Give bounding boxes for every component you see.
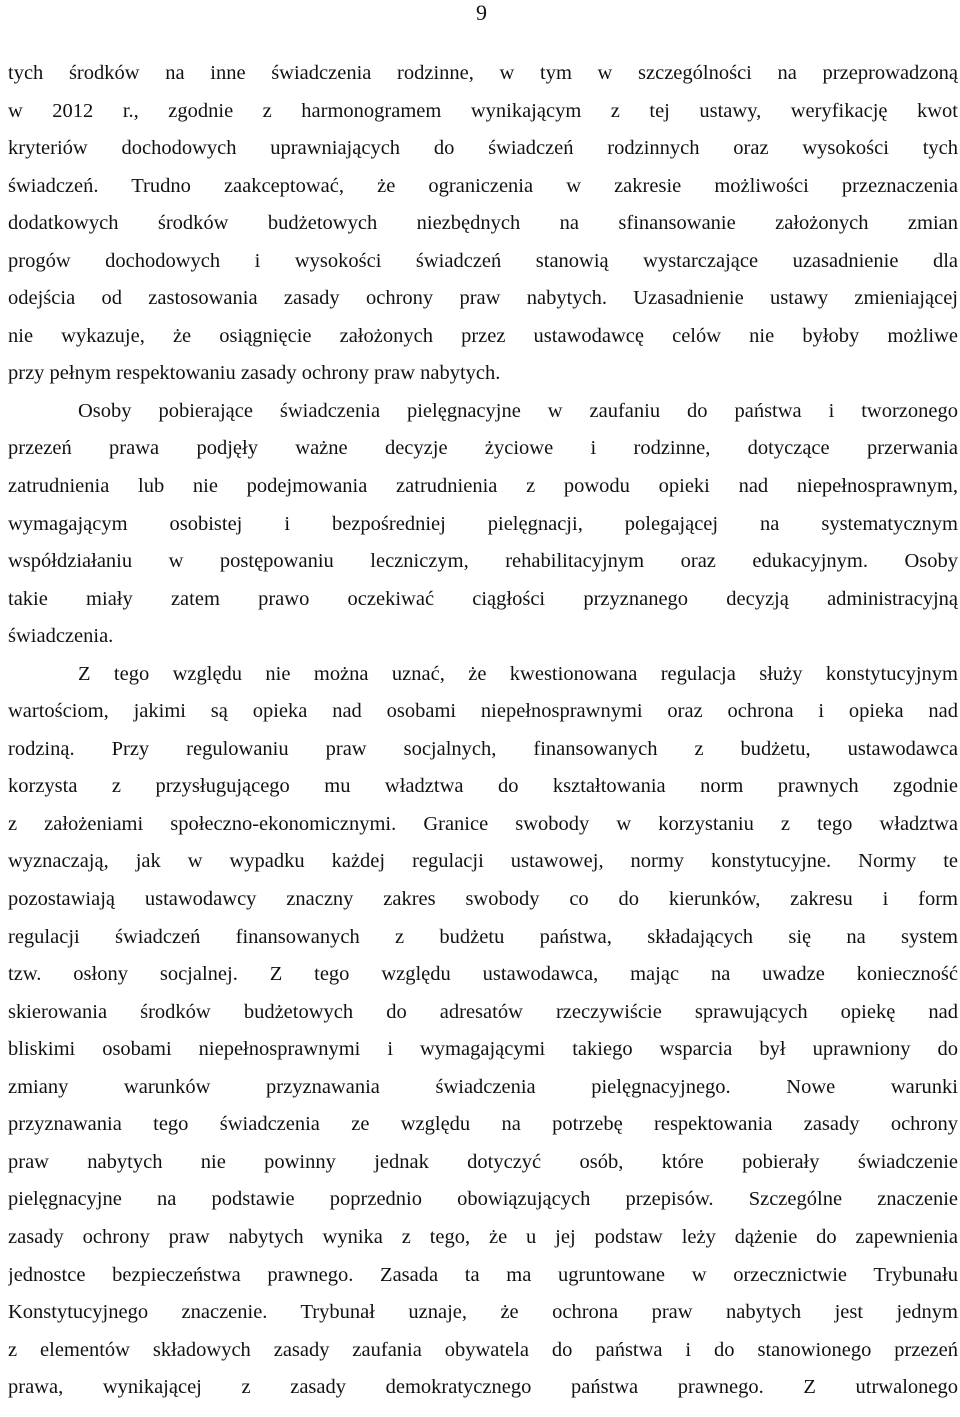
text-line: pozostawiają ustawodawcy znaczny zakres swobody co do kierunków, zakresu i form [8,888,958,911]
text-line: dodatkowych środków budżetowych niezbędnych na sfinansowanie założonych zmian [8,212,958,235]
text-line: świadczeń. Trudno zaakceptować, że ograniczenia w zakresie możliwości przeznaczenia [8,174,958,197]
text-line: wymagającym osobistej i bezpośredniej pielęgnacji, polegającej na systematycznym [8,512,958,535]
text-line: zmiany warunków przyznawania świadczenia pielęgnacyjnego. Nowe warunki [8,1075,958,1098]
text-line: świadczenia. [8,625,114,648]
text-line: przy pełnym respektowaniu zasady ochrony praw nabytych. [8,362,501,385]
text-line: nie wykazuje, że osiągnięcie założonych przez ustawodawcę celów nie byłoby możliwe [8,324,958,347]
text-line: Konstytucyjnego znaczenie. Trybunał uznaje, że ochrona praw nabytych jest jednym [8,1301,958,1324]
text-line: pielęgnacyjne na podstawie poprzednio obowiązujących przepisów. Szczególne znaczenie [8,1188,958,1211]
text-line: tzw. osłony socjalnej. Z tego względu ustawodawca, mając na uwadze konieczność [8,963,958,986]
text-line: Z tego względu nie można uznać, że kwestionowana regulacja służy konstytucyjnym [78,662,958,685]
text-line: regulacji świadczeń finansowanych z budżetu państwa, składających się na system [8,925,958,948]
text-line: przezeń prawa podjęły ważne decyzje życiowe i rodzinne, dotyczące przerwania [8,437,958,460]
text-line: zatrudnienia lub nie podejmowania zatrudnienia z powodu opieki nad niepełnosprawnym, [8,475,958,498]
text-line: rodziną. Przy regulowaniu praw socjalnych, finansowanych z budżetu, ustawodawca [8,737,958,760]
document-body [8,55,958,1407]
text-line: prawa, wynikającej z zasady demokratycznego państwa prawnego. Z utrwalonego [8,1376,958,1399]
text-line: z elementów składowych zasady zaufania obywatela do państwa i do stanowionego przezeń [8,1338,958,1361]
text-line: praw nabytych nie powinny jednak dotyczyć osób, które pobierały świadczenie [8,1150,958,1173]
text-line: w 2012 r., zgodnie z harmonogramem wynikającym z tej ustawy, weryfikację kwot [8,99,958,122]
paragraph-2 [8,393,958,656]
text-line: jednostce bezpieczeństwa prawnego. Zasada ta ma ugruntowane w orzecznictwie Trybunału [8,1263,958,1286]
text-line: przyznawania tego świadczenia ze względu na potrzebę respektowania zasady ochrony [8,1113,958,1136]
text-line: kryteriów dochodowych uprawniających do świadczeń rodzinnych oraz wysokości tych [8,137,958,160]
paragraph-1 [8,55,958,393]
text-line: bliskimi osobami niepełnosprawnymi i wymagającymi takiego wsparcia był uprawniony do [8,1038,958,1061]
paragraph-3 [8,656,958,1407]
text-line: takie miały zatem prawo oczekiwać ciągłości przyznanego decyzją administracyjną [8,587,958,610]
text-line: z założeniami społeczno-ekonomicznymi. Granice swobody w korzystaniu z tego władztwa [8,812,958,835]
text-line: odejścia od zastosowania zasady ochrony praw nabytych. Uzasadnienie ustawy zmieniającej [8,287,958,310]
text-line: Osoby pobierające świadczenia pielęgnacyjne w zaufaniu do państwa i tworzonego [78,399,958,422]
text-line: współdziałaniu w postępowaniu leczniczym, rehabilitacyjnym oraz edukacyjnym. Osoby [8,550,958,573]
text-line: wartościom, jakimi są opieka nad osobami niepełnosprawnymi oraz ochrona i opieka nad [8,700,958,723]
text-line: wyznaczają, jak w wypadku każdej regulacji ustawowej, normy konstytucyjne. Normy te [8,850,958,873]
text-line: progów dochodowych i wysokości świadczeń stanowią wystarczające uzasadnienie dla [8,249,958,272]
text-line: tych środków na inne świadczenia rodzinne, w tym w szczególności na przeprowadzoną [8,62,958,84]
text-line: skierowania środków budżetowych do adresatów rzeczywiście sprawujących opiekę nad [8,1000,958,1023]
page-number: 9 [476,0,487,25]
text-line: zasady ochrony praw nabytych wynika z tego, że u jej podstaw leży dążenie do zapewnienia [8,1225,958,1248]
text-line: korzysta z przysługującego mu władztwa do kształtowania norm prawnych zgodnie [8,775,958,798]
